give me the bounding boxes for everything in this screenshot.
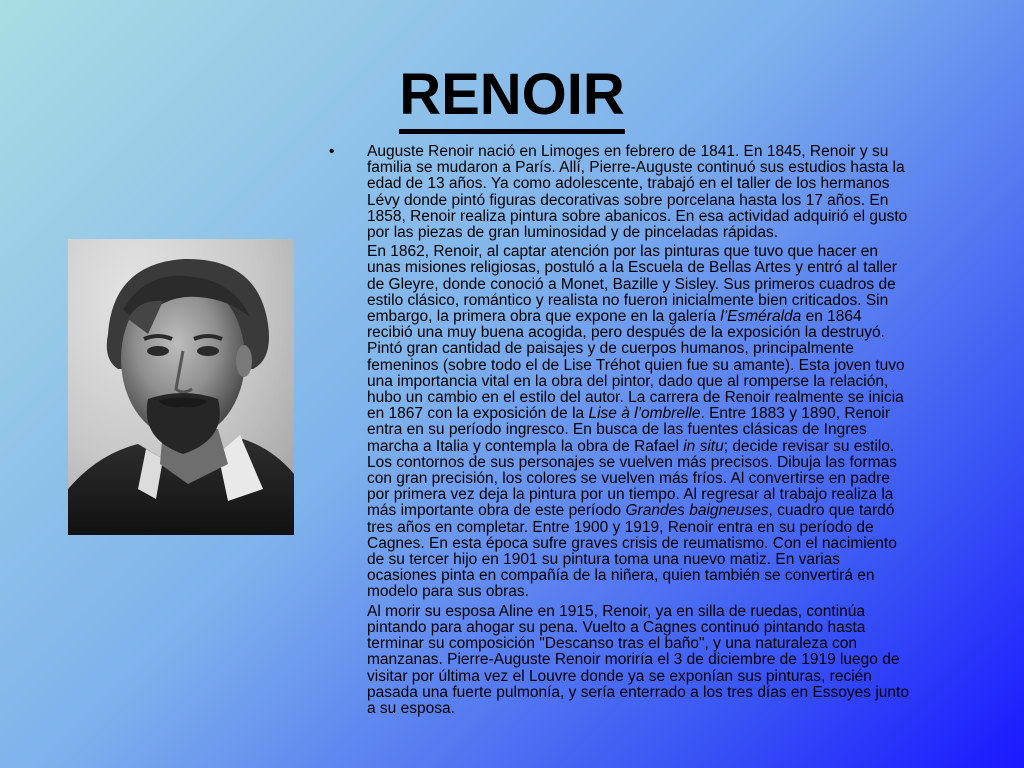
italic-title: l’Esméralda <box>720 308 802 326</box>
text-run: En 1862, Renoir, al captar atención por las pinturas que tuvo que hacer en unas misiones religiosas, postuló a la Escuela de Bellas Artes y entró al taller de Gleyre, donde conoció a Monet, Bazille y Sisley. Sus primeros cuadros de estilo clásico, romántico y realista no fueron inicialmente bien criticados. Sin embargo, la primera obra que expone en la galería <box>367 243 897 326</box>
portrait-drawing <box>68 239 294 535</box>
bullet-marker: • <box>329 143 335 160</box>
slide-title <box>0 62 1024 134</box>
text-run: , cuadro que tardó tres años en completar. Entre 1900 y 1919, Renoir entra en su período de Cagnes. En esta época sufre graves crisis de reumatismo. Con el nacimiento de su tercer hijo en 1901 su pintura toma una nuevo matiz. En varias ocasiones pinta en compañía de la niñera, quien también se convertirá en modelo para sus obras. <box>367 502 897 601</box>
italic-title: in situ <box>683 437 724 455</box>
bullet-item <box>329 144 969 717</box>
text-run: Al morir su esposa Aline en 1915, Renoir, ya en silla de ruedas, continúa pintando para ahogar su pena. Vuelto a Cagnes continuó pintando hasta terminar su composición "Descanso tras el baño", y una naturaleza con manzanas. Pierre-Auguste Renoir moriría el 3 de diciembre de 1919 luego de visitar por última vez el Louvre donde ya se exponían sus pinturas, recién pasada una fuerte pulmonía, y sería enterrado a los tres días en Essoyes junto a su esposa. <box>367 602 909 717</box>
content-area <box>329 144 969 720</box>
paragraph-2 <box>367 244 969 600</box>
renoir-portrait-image <box>68 239 294 535</box>
paragraph-1 <box>367 144 969 241</box>
text-run: Auguste Renoir nació en Limoges en febrero de 1841. En 1845, Renoir y su familia se mudaron a París. Allí, Pierre-Auguste continuó sus estudios hasta la edad de 13 años. Ya como adolescente, trabajó en el taller de los hermanos Lévy donde pintó figuras decorativas sobre porcelana hasta los 17 años. En 1858, Renoir realiza pintura sobre abanicos. En esa actividad adquirió el gusto por las piezas de gran luminosidad y de pinceladas rápidas. <box>367 143 908 242</box>
text-run: ; decide revisar su estilo. Los contornos de sus personajes se vuelven más precisos. Dibuja las formas con gran precisión, los colores se vuelven más fríos. Al convertirse en padre por primera vez deja la pintura por un tiempo. Al regresar al trabajo realiza la más importante obra de este período <box>367 437 897 520</box>
paragraph-3 <box>367 604 969 717</box>
text-run: en 1864 recibió una muy buena acogida, pero después de la exposición la destruyó. Pintó gran cantidad de paisajes y de cuerpos humanos, principalmente femeninos (sobre todo el de Lise Tréhot quien fue su amante). Esta joven tuvo una importancia vital en la obra del pintor, dado que al romperse la relación, hubo un cambio en el estilo del autor. La carrera de Renoir realmente se inicia en 1867 con la exposición de la <box>367 308 905 423</box>
text-run: . Entre 1883 y 1890, Renoir entra en su período ingresco. En busca de las fuentes clásicas de Ingres marcha a Italia y contempla la obra de Rafael <box>367 405 891 455</box>
slide-title-text: RENOIR <box>399 62 625 134</box>
italic-title: Lise à l’ombrelle <box>588 405 701 423</box>
italic-title: Grandes baigneuses <box>625 502 769 520</box>
